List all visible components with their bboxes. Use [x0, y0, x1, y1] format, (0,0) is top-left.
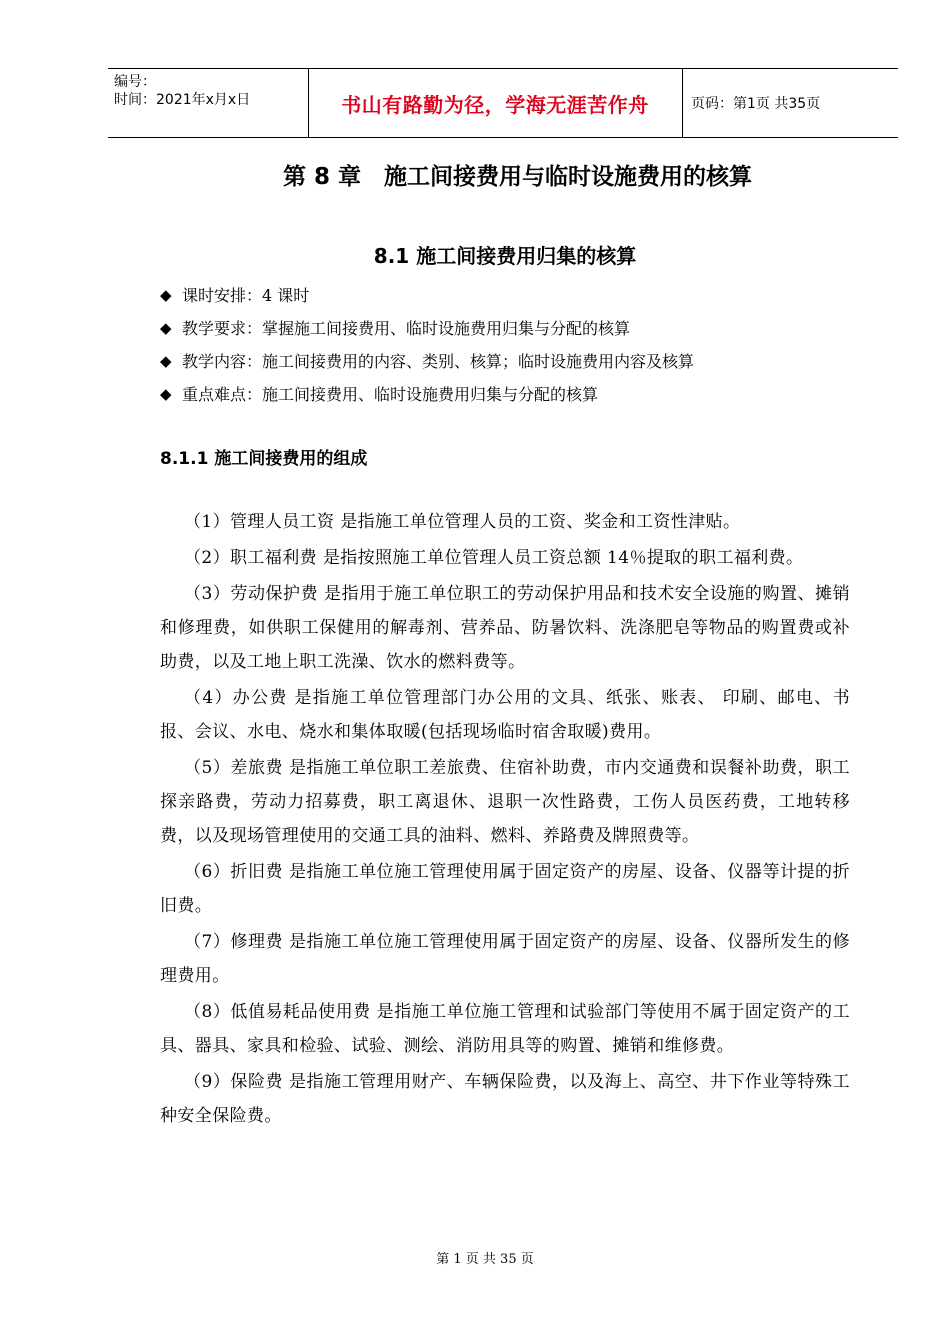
header-motto: 书山有路勤为径，学海无涯苦作舟 — [308, 69, 683, 137]
bullet-text: 重点难点：施工间接费用、临时设施费用归集与分配的核算 — [182, 385, 599, 404]
paragraph: （6）折旧费 是指施工单位施工管理使用属于固定资产的房屋、设备、仪器等计提的折旧费。 — [160, 862, 850, 916]
diamond-bullet-icon: ◆ — [160, 318, 172, 337]
paragraph: （4）办公费 是指施工单位管理部门办公用的文具、纸张、账表、 印刷、邮电、书报、会议、水电、烧水和集体取暖(包括现场临时宿舍取暖)费用。 — [160, 688, 850, 742]
bullet-item — [160, 344, 860, 377]
paragraph: （8）低值易耗品使用费 是指施工单位施工管理和试验部门等使用不属于固定资产的工具、器具、家具和检验、试验、测绘、消防用具等的购置、摊销和维修费。 — [160, 1002, 850, 1056]
header-meta-cell — [108, 69, 309, 137]
paragraph: （3）劳动保护费 是指用于施工单位职工的劳动保护用品和技术安全设施的购置、摊销和修理费，如供职工保健用的解毒剂、营养品、防暑饮料、洗涤肥皂等物品的购置费或补助费，以及工地上职工洗澡、饮水的燃料费等。 — [160, 584, 850, 672]
diamond-bullet-icon: ◆ — [160, 351, 172, 370]
date-label: 时间：2021年x月x日 — [114, 92, 251, 108]
page-header — [108, 68, 898, 138]
body-text — [160, 505, 850, 1135]
bullet-text: 教学内容：施工间接费用的内容、类别、核算；临时设施费用内容及核算 — [182, 352, 695, 371]
bullet-item — [160, 278, 860, 311]
section-title: 8.1 施工间接费用归集的核算 — [373, 244, 637, 268]
chapter-title: 第 8 章 施工间接费用与临时设施费用的核算 — [282, 164, 753, 190]
header-page-info: 页码：第1页 共35页 — [691, 96, 821, 112]
bullet-item — [160, 311, 860, 344]
paragraph: （1）管理人员工资 是指施工单位管理人员的工资、奖金和工资性津贴。 — [184, 512, 741, 532]
bullet-list — [160, 278, 860, 410]
page-footer: 第 1 页 共 35 页 — [436, 1252, 534, 1267]
paragraph: （7）修理费 是指施工单位施工管理使用属于固定资产的房屋、设备、仪器所发生的修理费用。 — [160, 932, 850, 986]
diamond-bullet-icon: ◆ — [160, 384, 172, 403]
bullet-text: 课时安排：4 课时 — [182, 286, 310, 305]
paragraph: （2）职工福利费 是指按照施工单位管理人员工资总额 14％提取的职工福利费。 — [184, 548, 804, 568]
diamond-bullet-icon: ◆ — [160, 285, 172, 304]
serial-label: 编号： — [114, 74, 156, 90]
bullet-item — [160, 377, 860, 410]
paragraph: （5）差旅费 是指施工单位职工差旅费、住宿补助费，市内交通费和误餐补助费，职工探亲路费，劳动力招募费，职工离退休、退职一次性路费，工伤人员医药费，工地转移费，以及现场管理使用的交通工具的油料、燃料、养路费及牌照费等。 — [160, 758, 850, 846]
subsection-title: 8.1.1 施工间接费用的组成 — [160, 449, 368, 469]
bullet-text: 教学要求：掌握施工间接费用、临时设施费用归集与分配的核算 — [182, 319, 631, 338]
paragraph: （9）保险费 是指施工管理用财产、车辆保险费，以及海上、高空、井下作业等特殊工种安全保险费。 — [160, 1072, 850, 1126]
